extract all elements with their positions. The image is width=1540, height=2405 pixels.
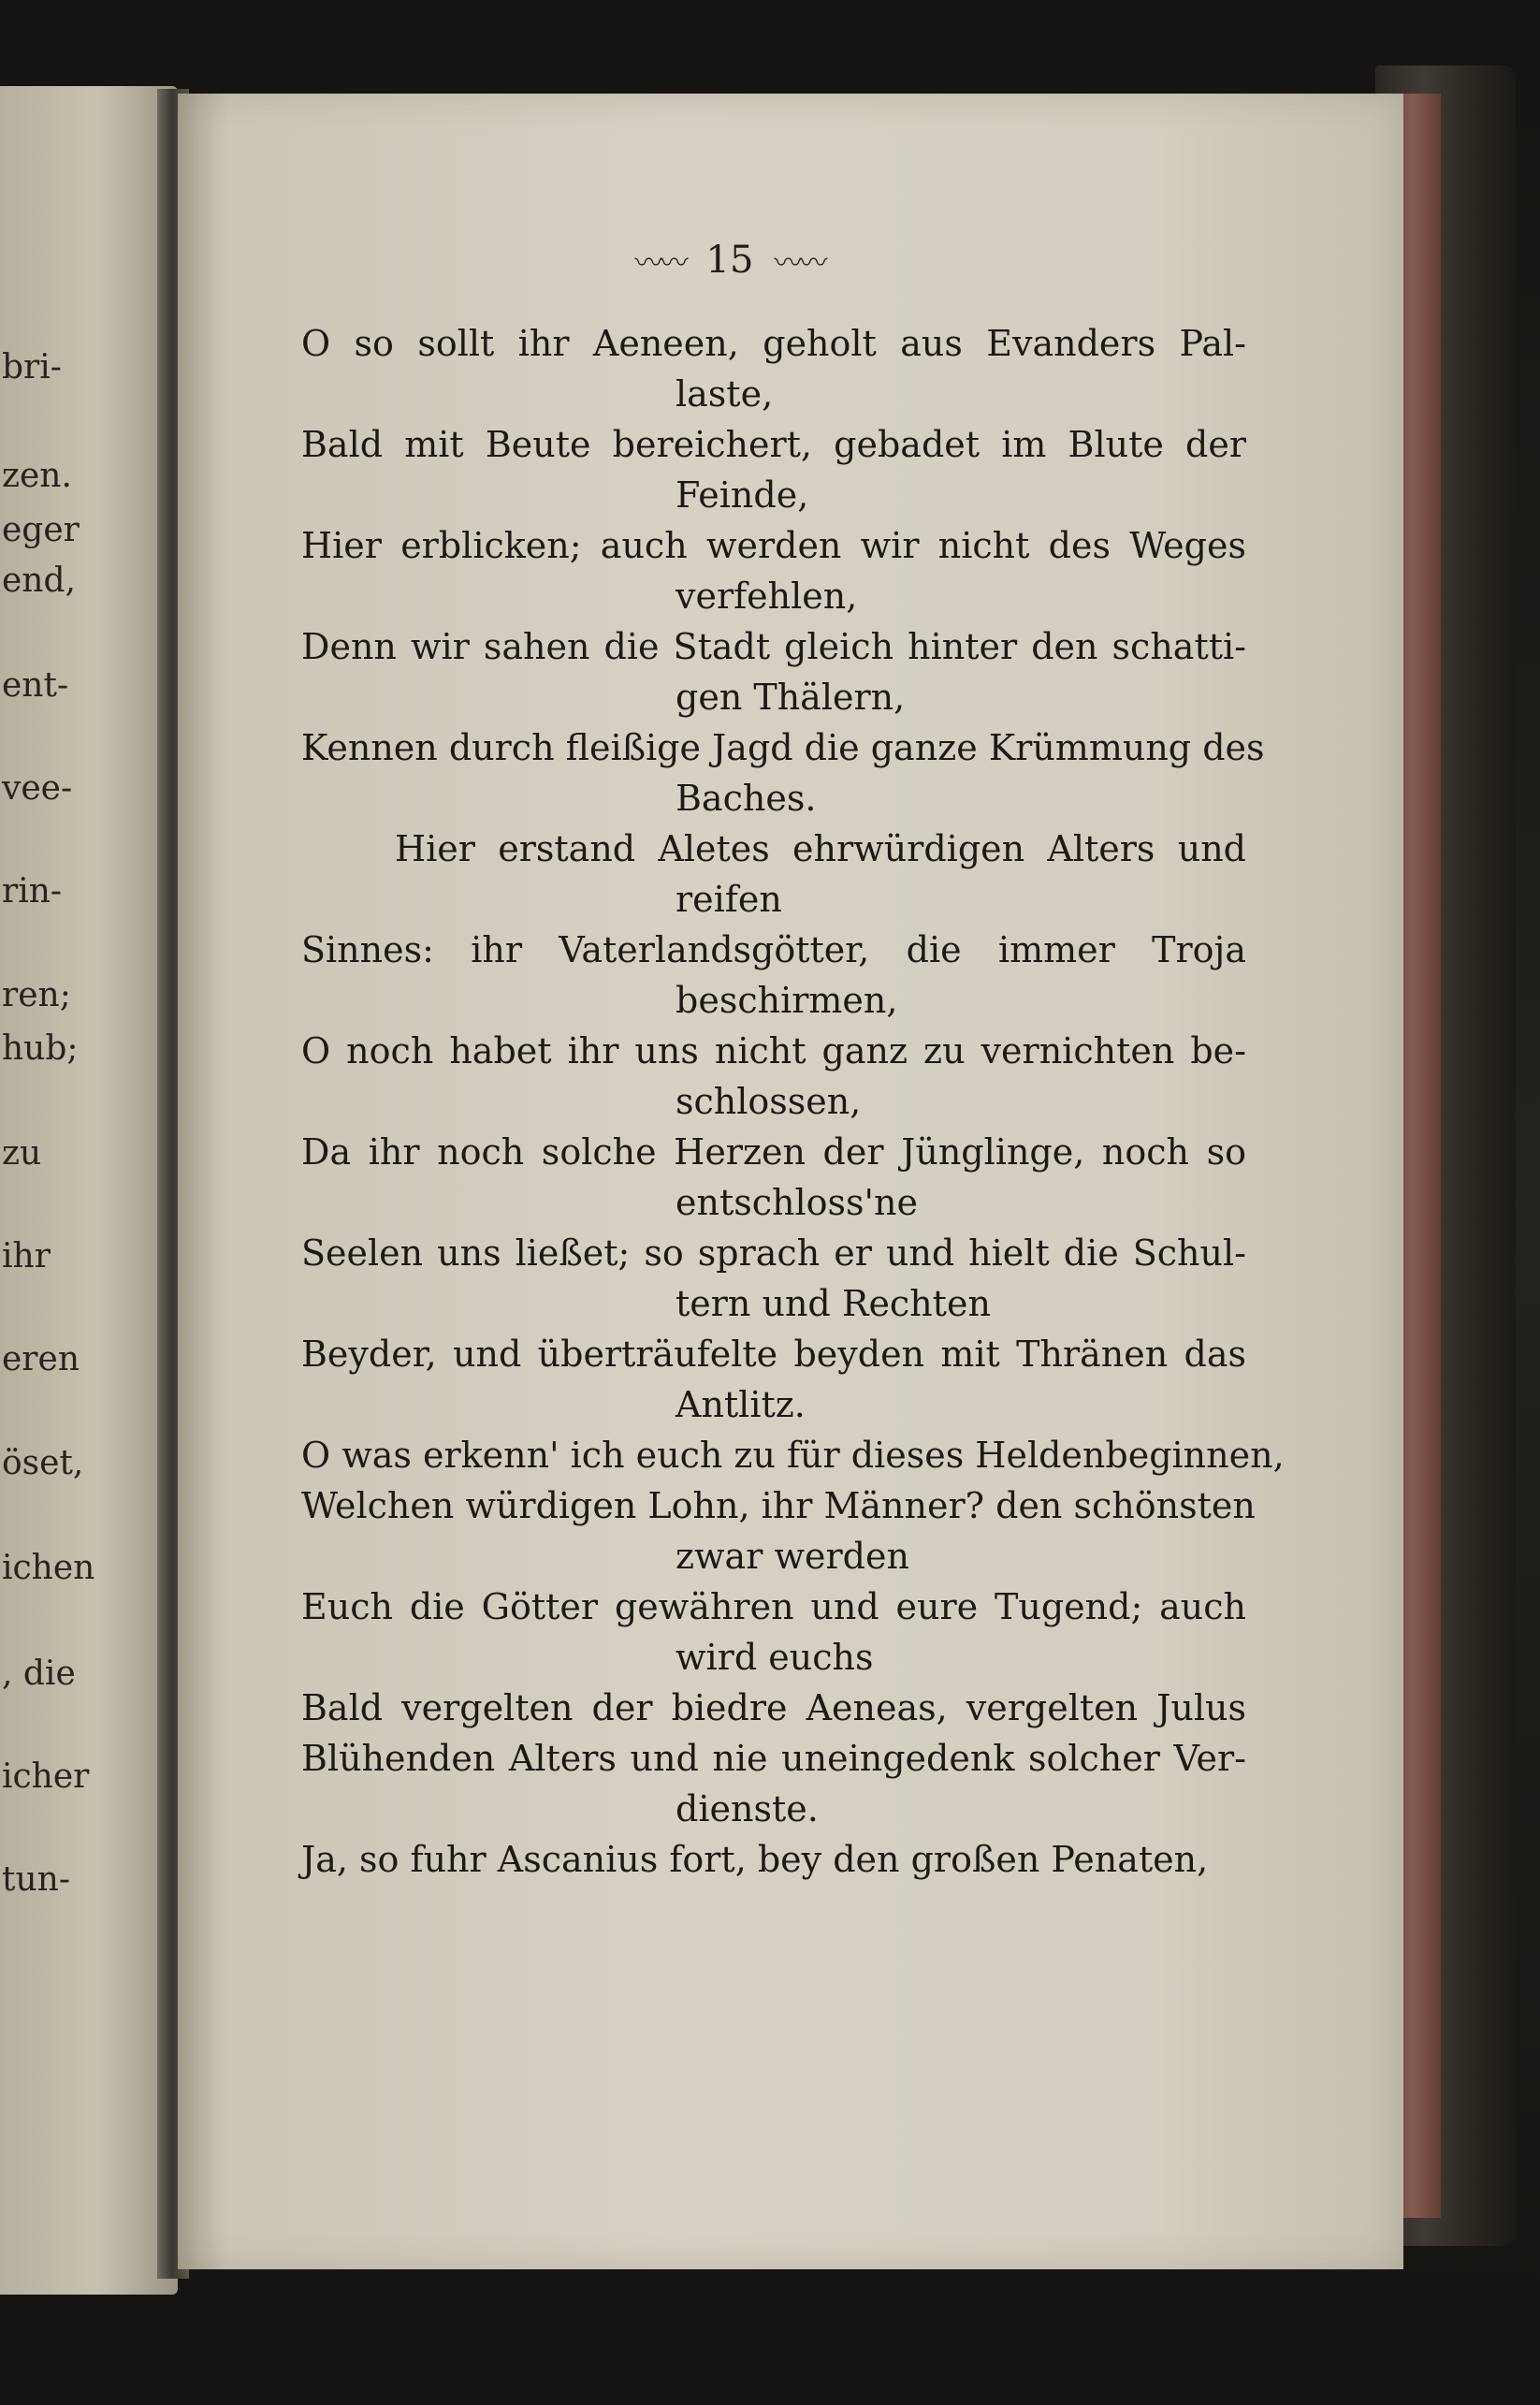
left-fragment: , die xyxy=(2,1654,76,1693)
verse-line: tern und Rechten xyxy=(676,1283,991,1324)
left-fragment: ent- xyxy=(2,666,69,705)
verse-line: O so sollt ihr Aeneen, geholt aus Evanders Pal- xyxy=(301,323,1246,364)
left-fragment: eger xyxy=(2,511,80,549)
verse-line: Seelen uns ließet; so sprach er und hielt die Schul- xyxy=(301,1232,1246,1274)
left-fragment: hub; xyxy=(2,1029,79,1068)
left-fragment: bri- xyxy=(2,348,62,386)
verse-line: Da ihr noch solche Herzen der Jünglinge, noch so xyxy=(301,1131,1246,1173)
left-fragment: vee- xyxy=(2,769,73,808)
verse-line: laste, xyxy=(676,373,774,415)
verse-line: verfehlen, xyxy=(676,576,858,617)
left-fragment: zu xyxy=(2,1134,42,1173)
verse-line: Denn wir sahen die Stadt gleich hinter den schatti- xyxy=(301,626,1246,667)
left-page xyxy=(0,86,178,2295)
left-fragment: ren; xyxy=(2,976,71,1014)
verse-line: dienste. xyxy=(676,1788,819,1829)
ornament-right: 〰〰 xyxy=(774,247,825,280)
verse-line: Euch die Götter gewähren und eure Tugend; auch xyxy=(301,1586,1246,1627)
verse-line: Bald vergelten der biedre Aeneas, vergelten Julus xyxy=(301,1687,1246,1728)
left-fragment: end, xyxy=(2,561,76,600)
left-fragment: öset, xyxy=(2,1444,84,1482)
verse-line: beschirmen, xyxy=(676,980,898,1021)
left-fragment: rin- xyxy=(2,872,63,911)
verse-line: zwar werden xyxy=(676,1536,909,1577)
left-fragment: eren xyxy=(2,1340,80,1378)
verse-line: Hier erstand Aletes ehrwürdigen Alters und xyxy=(395,828,1246,869)
left-fragment: tun- xyxy=(2,1860,71,1899)
verse-line: Ja, so fuhr Ascanius fort, bey den großen Penaten, xyxy=(301,1839,1209,1880)
ornament-left: 〰〰 xyxy=(634,247,686,280)
verse-line: Blühenden Alters und nie uneingedenk solcher Ver- xyxy=(301,1738,1246,1779)
left-page-fragments xyxy=(0,0,95,1899)
left-fragment: ichen xyxy=(2,1549,95,1587)
page-header xyxy=(617,239,842,295)
verse-line: Feinde, xyxy=(676,474,809,516)
verse-line: Beyder, und überträufelte beyden mit Thränen das xyxy=(301,1334,1246,1375)
page-number: 15 xyxy=(705,239,754,282)
verse-line: Welchen würdigen Lohn, ihr Männer? den schönsten xyxy=(301,1485,1256,1526)
verse-line: Sinnes: ihr Vaterlandsgötter, die immer Troja xyxy=(301,929,1246,970)
verse-line: reifen xyxy=(676,879,782,920)
left-fragment: ihr xyxy=(2,1237,51,1275)
left-fragment: icher xyxy=(2,1757,90,1796)
verse-line: Bald mit Beute bereichert, gebadet im Blute der xyxy=(301,424,1246,465)
verse-line: Baches. xyxy=(676,778,817,819)
verse-line: schlossen, xyxy=(676,1081,862,1122)
verse-line: Kennen durch fleißige Jagd die ganze Krümmung des xyxy=(301,727,1265,768)
verse-line: O was erkenn' ich euch zu für dieses Heldenbeginnen, xyxy=(301,1435,1285,1476)
verse-line: gen Thälern, xyxy=(676,677,906,718)
verse-line: Hier erblicken; auch werden wir nicht des Weges xyxy=(301,525,1246,566)
verse-line: wird euchs xyxy=(676,1637,874,1678)
verse-line: Antlitz. xyxy=(676,1384,806,1425)
verse-line: O noch habet ihr uns nicht ganz zu vernichten be- xyxy=(301,1030,1246,1071)
verse-text xyxy=(301,318,1285,1885)
left-fragment: zen. xyxy=(2,457,72,495)
verse-line: entschloss'ne xyxy=(676,1182,918,1223)
